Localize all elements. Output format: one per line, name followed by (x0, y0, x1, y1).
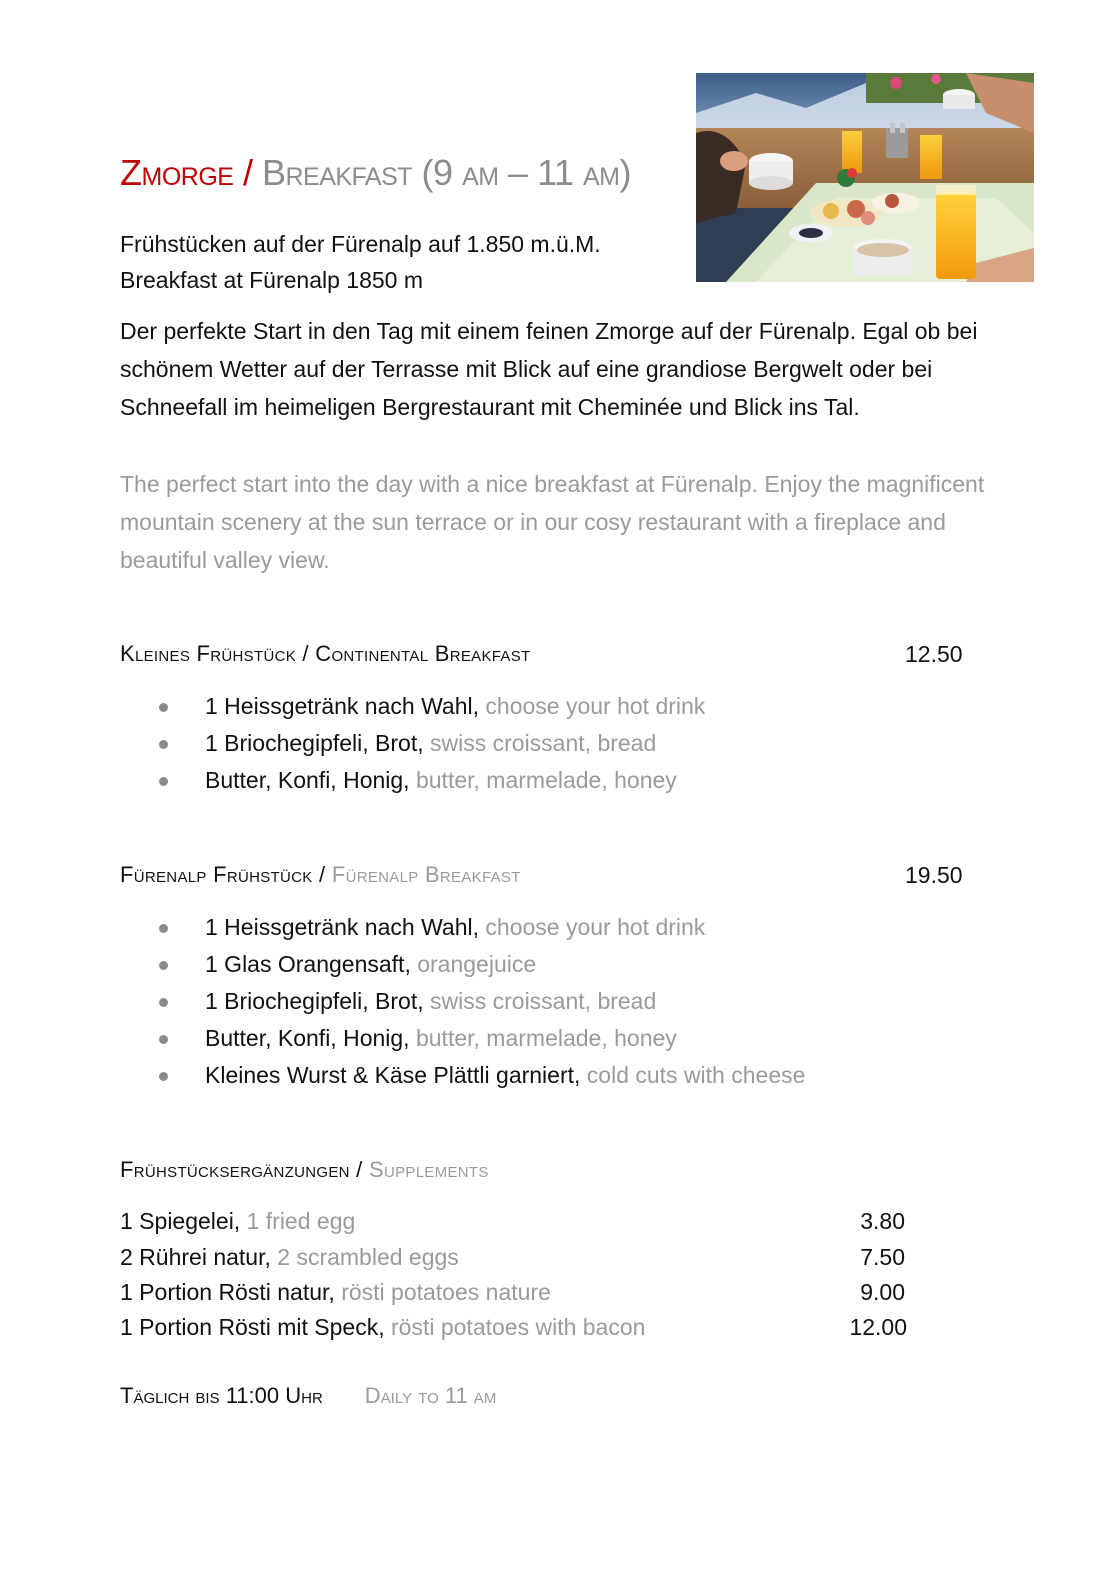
bullet-icon (159, 924, 168, 933)
item-en: swiss croissant, bread (430, 988, 657, 1014)
breakfast-photo (696, 73, 1034, 282)
bullet-icon (159, 961, 168, 970)
item-de: 1 Heissgetränk nach Wahl, (205, 914, 480, 940)
supplement-row (120, 1240, 905, 1275)
section-continental-price: 12.50 (905, 641, 963, 667)
opening-hours-en: Daily to 11 am (364, 1383, 497, 1408)
bullet-icon (159, 777, 168, 786)
section-fuerenalp-title-sep: / (312, 862, 332, 887)
supplement-de: 1 Portion Rösti natur, (120, 1279, 335, 1305)
title-separator: / (233, 152, 262, 193)
supplements-title-de: Frühstücksergänzungen (120, 1157, 350, 1182)
opening-hours-de: Täglich bis 11:00 Uhr (120, 1383, 323, 1408)
title-en: Breakfast (9 am – 11 am) (261, 152, 631, 193)
list-item (150, 909, 805, 946)
bullet-icon (159, 703, 168, 712)
continental-item-list (150, 688, 705, 799)
supplement-en: 1 fried egg (246, 1208, 356, 1234)
supplement-de: 1 Spiegelei, (120, 1208, 241, 1234)
item-de: 1 Glas Orangensaft, (205, 951, 411, 977)
section-fuerenalp-title-en: Fürenalp Breakfast (331, 862, 521, 887)
item-de: 1 Heissgetränk nach Wahl, (205, 693, 480, 719)
list-item (150, 983, 805, 1020)
supplement-price: 9.00 (860, 1279, 905, 1305)
list-item (150, 725, 705, 762)
intro-line-de: Frühstücken auf der Fürenalp auf 1.850 m.ü.M. (120, 231, 601, 257)
supplement-en: rösti potatoes nature (341, 1279, 551, 1305)
fuerenalp-item-list (150, 909, 805, 1094)
supplement-de: 1 Portion Rösti mit Speck, (120, 1314, 385, 1340)
list-item (150, 688, 705, 725)
opening-hours (120, 1383, 496, 1409)
list-item (150, 946, 805, 983)
item-en: cold cuts with cheese (586, 1062, 806, 1088)
section-fuerenalp-title-de: Fürenalp Frühstück (120, 862, 313, 887)
bullet-icon (159, 1072, 168, 1081)
item-en: butter, marmelade, honey (415, 767, 677, 793)
list-item (150, 762, 705, 799)
item-en: swiss croissant, bread (430, 730, 657, 756)
item-en: orangejuice (417, 951, 537, 977)
item-de: Kleines Wurst & Käse Plättli garniert, (205, 1062, 581, 1088)
supplement-row (120, 1310, 907, 1345)
supplement-en: 2 scrambled eggs (277, 1244, 459, 1270)
item-en: butter, marmelade, honey (415, 1025, 677, 1051)
item-de: 1 Briochegipfeli, Brot, (205, 988, 424, 1014)
intro-text-de: Der perfekte Start in den Tag mit einem feinen Zmorge auf der Fürenalp. Egal ob bei schönem Wetter auf der Terrasse mit Blick auf eine grandiose Bergwelt oder bei Schneefall im heimeligen Bergrestaurant mit Cheminée und Blick ins Tal. (120, 318, 978, 420)
supplement-price: 7.50 (860, 1244, 905, 1270)
section-fuerenalp-price: 19.50 (905, 862, 963, 888)
supplements-title-sep: / (349, 1157, 370, 1182)
section-continental-title: Kleines Frühstück / Continental Breakfast (120, 641, 531, 666)
item-de: Butter, Konfi, Honig, (205, 767, 410, 793)
supplements-title-en: Supplements (369, 1157, 489, 1182)
page-title (120, 152, 631, 194)
supplement-en: rösti potatoes with bacon (391, 1314, 646, 1340)
bullet-icon (159, 1035, 168, 1044)
list-item (150, 1057, 805, 1094)
section-fuerenalp-title (120, 862, 521, 888)
supplement-de: 2 Rührei natur, (120, 1244, 271, 1270)
item-de: Butter, Konfi, Honig, (205, 1025, 410, 1051)
bullet-icon (159, 740, 168, 749)
item-de: 1 Briochegipfeli, Brot, (205, 730, 424, 756)
supplement-price: 3.80 (860, 1208, 905, 1234)
intro-line-en: Breakfast at Fürenalp 1850 m (120, 267, 423, 293)
title-de: Zmorge (120, 152, 234, 193)
section-supplements-title (120, 1157, 489, 1183)
item-en: choose your hot drink (485, 693, 706, 719)
item-en: choose your hot drink (485, 914, 706, 940)
supplement-price: 12.00 (849, 1314, 907, 1340)
list-item (150, 1020, 805, 1057)
supplement-row (120, 1204, 905, 1239)
bullet-icon (159, 998, 168, 1007)
supplement-row (120, 1275, 905, 1310)
intro-text-en: The perfect start into the day with a nice breakfast at Fürenalp. Enjoy the magnificent mountain scenery at the sun terrace or in our cosy restaurant with a fireplace and beautiful valley view. (120, 471, 985, 573)
